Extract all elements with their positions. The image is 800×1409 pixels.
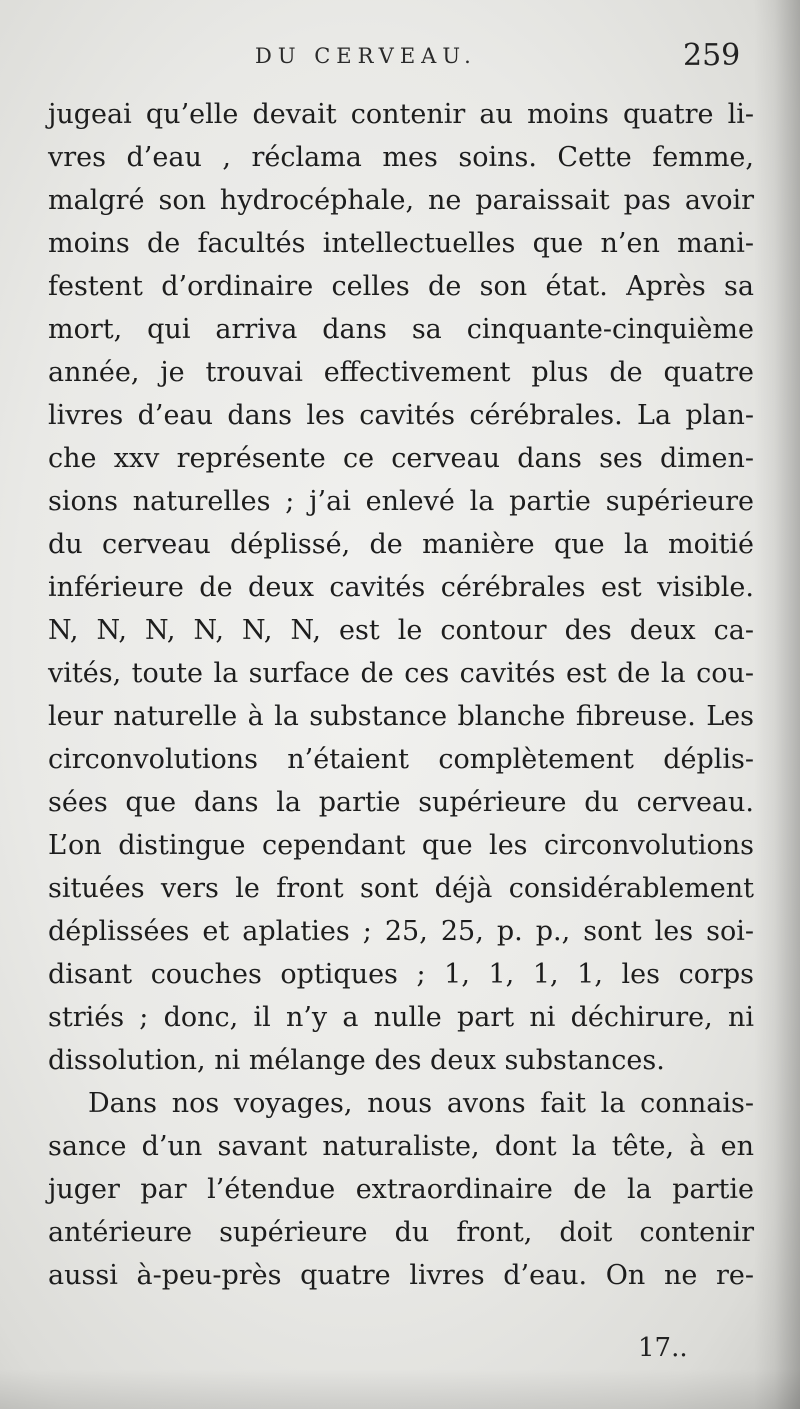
text-line: che xxv représente ce cerveau dans ses dimen- [48,443,754,474]
body-text [48,93,754,1297]
text-line: antérieure supérieure du front, doit contenir [48,1217,754,1248]
running-head: DU CERVEAU. [255,44,477,68]
text-line: inférieure de deux cavités cérébrales est visible. [48,572,754,603]
text-line: sance d’un savant naturaliste, dont la tête, à en [48,1131,754,1162]
text-line: du cerveau déplissé, de manière que la moitié [48,529,754,560]
text-line: L’on distingue cependant que les circonvolutions [48,830,754,861]
text-line: malgré son hydrocéphale, ne paraissait pas avoir [48,185,754,216]
page-number: 259 [683,38,741,73]
text-line: déplissées et aplaties ; 25, 25, p. p., sont les soi- [48,916,754,947]
text-line: sées que dans la partie supérieure du cerveau. [48,787,754,818]
text-line: juger par l’étendue extraordinaire de la partie [48,1174,754,1205]
page-edge-shadow [754,0,800,1409]
page-header [0,30,800,80]
paragraph-start-line: Dans nos voyages, nous avons fait la connais- [88,1088,754,1119]
paragraph-end-line: dissolution, ni mélange des deux substances. [48,1045,665,1076]
text-line: situées vers le front sont déjà considérablement [48,873,754,904]
text-line: festent d’ordinaire celles de son état. Après sa [48,271,754,302]
text-line: mort, qui arriva dans sa cinquante-cinquième [48,314,754,345]
text-line: vités, toute la surface de ces cavités est de la cou- [48,658,754,689]
text-line: livres d’eau dans les cavités cérébrales. La plan- [48,400,754,431]
text-line: moins de facultés intellectuelles que n’en mani- [48,228,754,259]
text-line: circonvolutions n’étaient complètement déplis- [48,744,754,775]
text-line: sions naturelles ; j’ai enlevé la partie supérieure [48,486,754,517]
text-line: aussi à-peu-près quatre livres d’eau. On ne re- [48,1260,754,1291]
text-line: leur naturelle à la substance blanche fibreuse. Les [48,701,754,732]
text-line: jugeai qu’elle devait contenir au moins quatre li- [48,99,754,130]
page-bottom-shade [0,1369,800,1409]
text-line: disant couches optiques ; 1, 1, 1, 1, les corps [48,959,754,990]
text-line: N, N, N, N, N, N, est le contour des deux ca- [48,615,754,646]
text-line: vres d’eau , réclama mes soins. Cette femme, [48,142,754,173]
text-line: année, je trouvai effectivement plus de quatre [48,357,754,388]
signature-mark: 17.. [638,1333,688,1363]
text-line: striés ; donc, il n’y a nulle part ni déchirure, ni [48,1002,754,1033]
